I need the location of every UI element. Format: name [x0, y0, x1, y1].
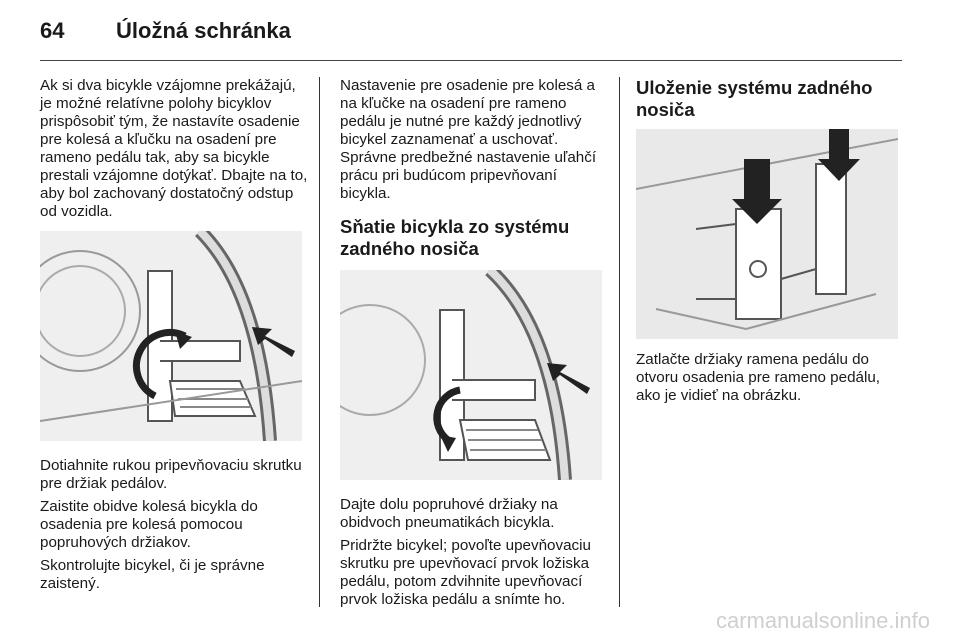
header-rule: [40, 60, 902, 61]
paragraph: Dotiahnite rukou pripevňovaciu skrutku pre držiak pedálov.: [40, 457, 302, 492]
page-header: [40, 18, 291, 48]
paragraph: Skontrolujte bicykel, či je správne zaistený.: [40, 557, 265, 592]
bike-pedal-mount-illustration: [40, 231, 302, 441]
paragraph: Nastavenie pre osadenie pre kolesá a na kľučke na osadení pre rameno pedálu je nutné pre každý jednotlivý bicykel zaznamenať a uschovať. Správne predbežné nastavenie uľahčí prácu pri budúcom pripevňovaní bicykla.: [340, 77, 597, 202]
paragraph: Zatlačte držiaky ramena pedálu do otvoru osadenia pre rameno pedálu, ako je vidieť na obrázku.: [636, 351, 881, 404]
column-2: [340, 77, 610, 614]
section-heading: Uloženie systému zadného nosiča: [636, 77, 873, 120]
paragraph: Zaistite obidve kolesá bicykla do osadenia pre kolesá pomocou popruhových držiakov.: [40, 498, 258, 551]
paragraph: Ak si dva bicykle vzájomne prekážajú, je možné relatívne polohy bicyklov prispôsobiť tým, že nastavíte osadenie pre kolesá a kľučku na osadení pre rameno pedálu tak, aby sa bicykle prestali vzájomne dotýkať. Dbajte na to, aby bol zachovaný dostatočný odstup od vozidla.: [40, 77, 308, 220]
column-divider: [619, 77, 620, 607]
page-title: Úložná schránka: [116, 18, 291, 43]
column-1: [40, 77, 308, 598]
paragraph: Pridržte bicykel; povoľte upevňovaciu skrutku pre upevňovací prvok ložiska pedálu, potom zdvihnite upevňovací prvok ložiska pedálu a snímte ho.: [340, 537, 591, 608]
paragraph: Dajte dolu popruhové držiaky na obidvoch pneumatikách bicykla.: [340, 496, 558, 531]
carrier-storage-illustration: [636, 129, 898, 339]
section-heading: Sňatie bicykla zo systému zadného nosiča: [340, 216, 570, 259]
bike-removal-illustration: [340, 270, 602, 480]
column-divider: [319, 77, 320, 607]
page-number: 64: [40, 18, 65, 43]
watermark: carmanualsonline.info: [715, 608, 930, 633]
column-3: [636, 77, 904, 410]
